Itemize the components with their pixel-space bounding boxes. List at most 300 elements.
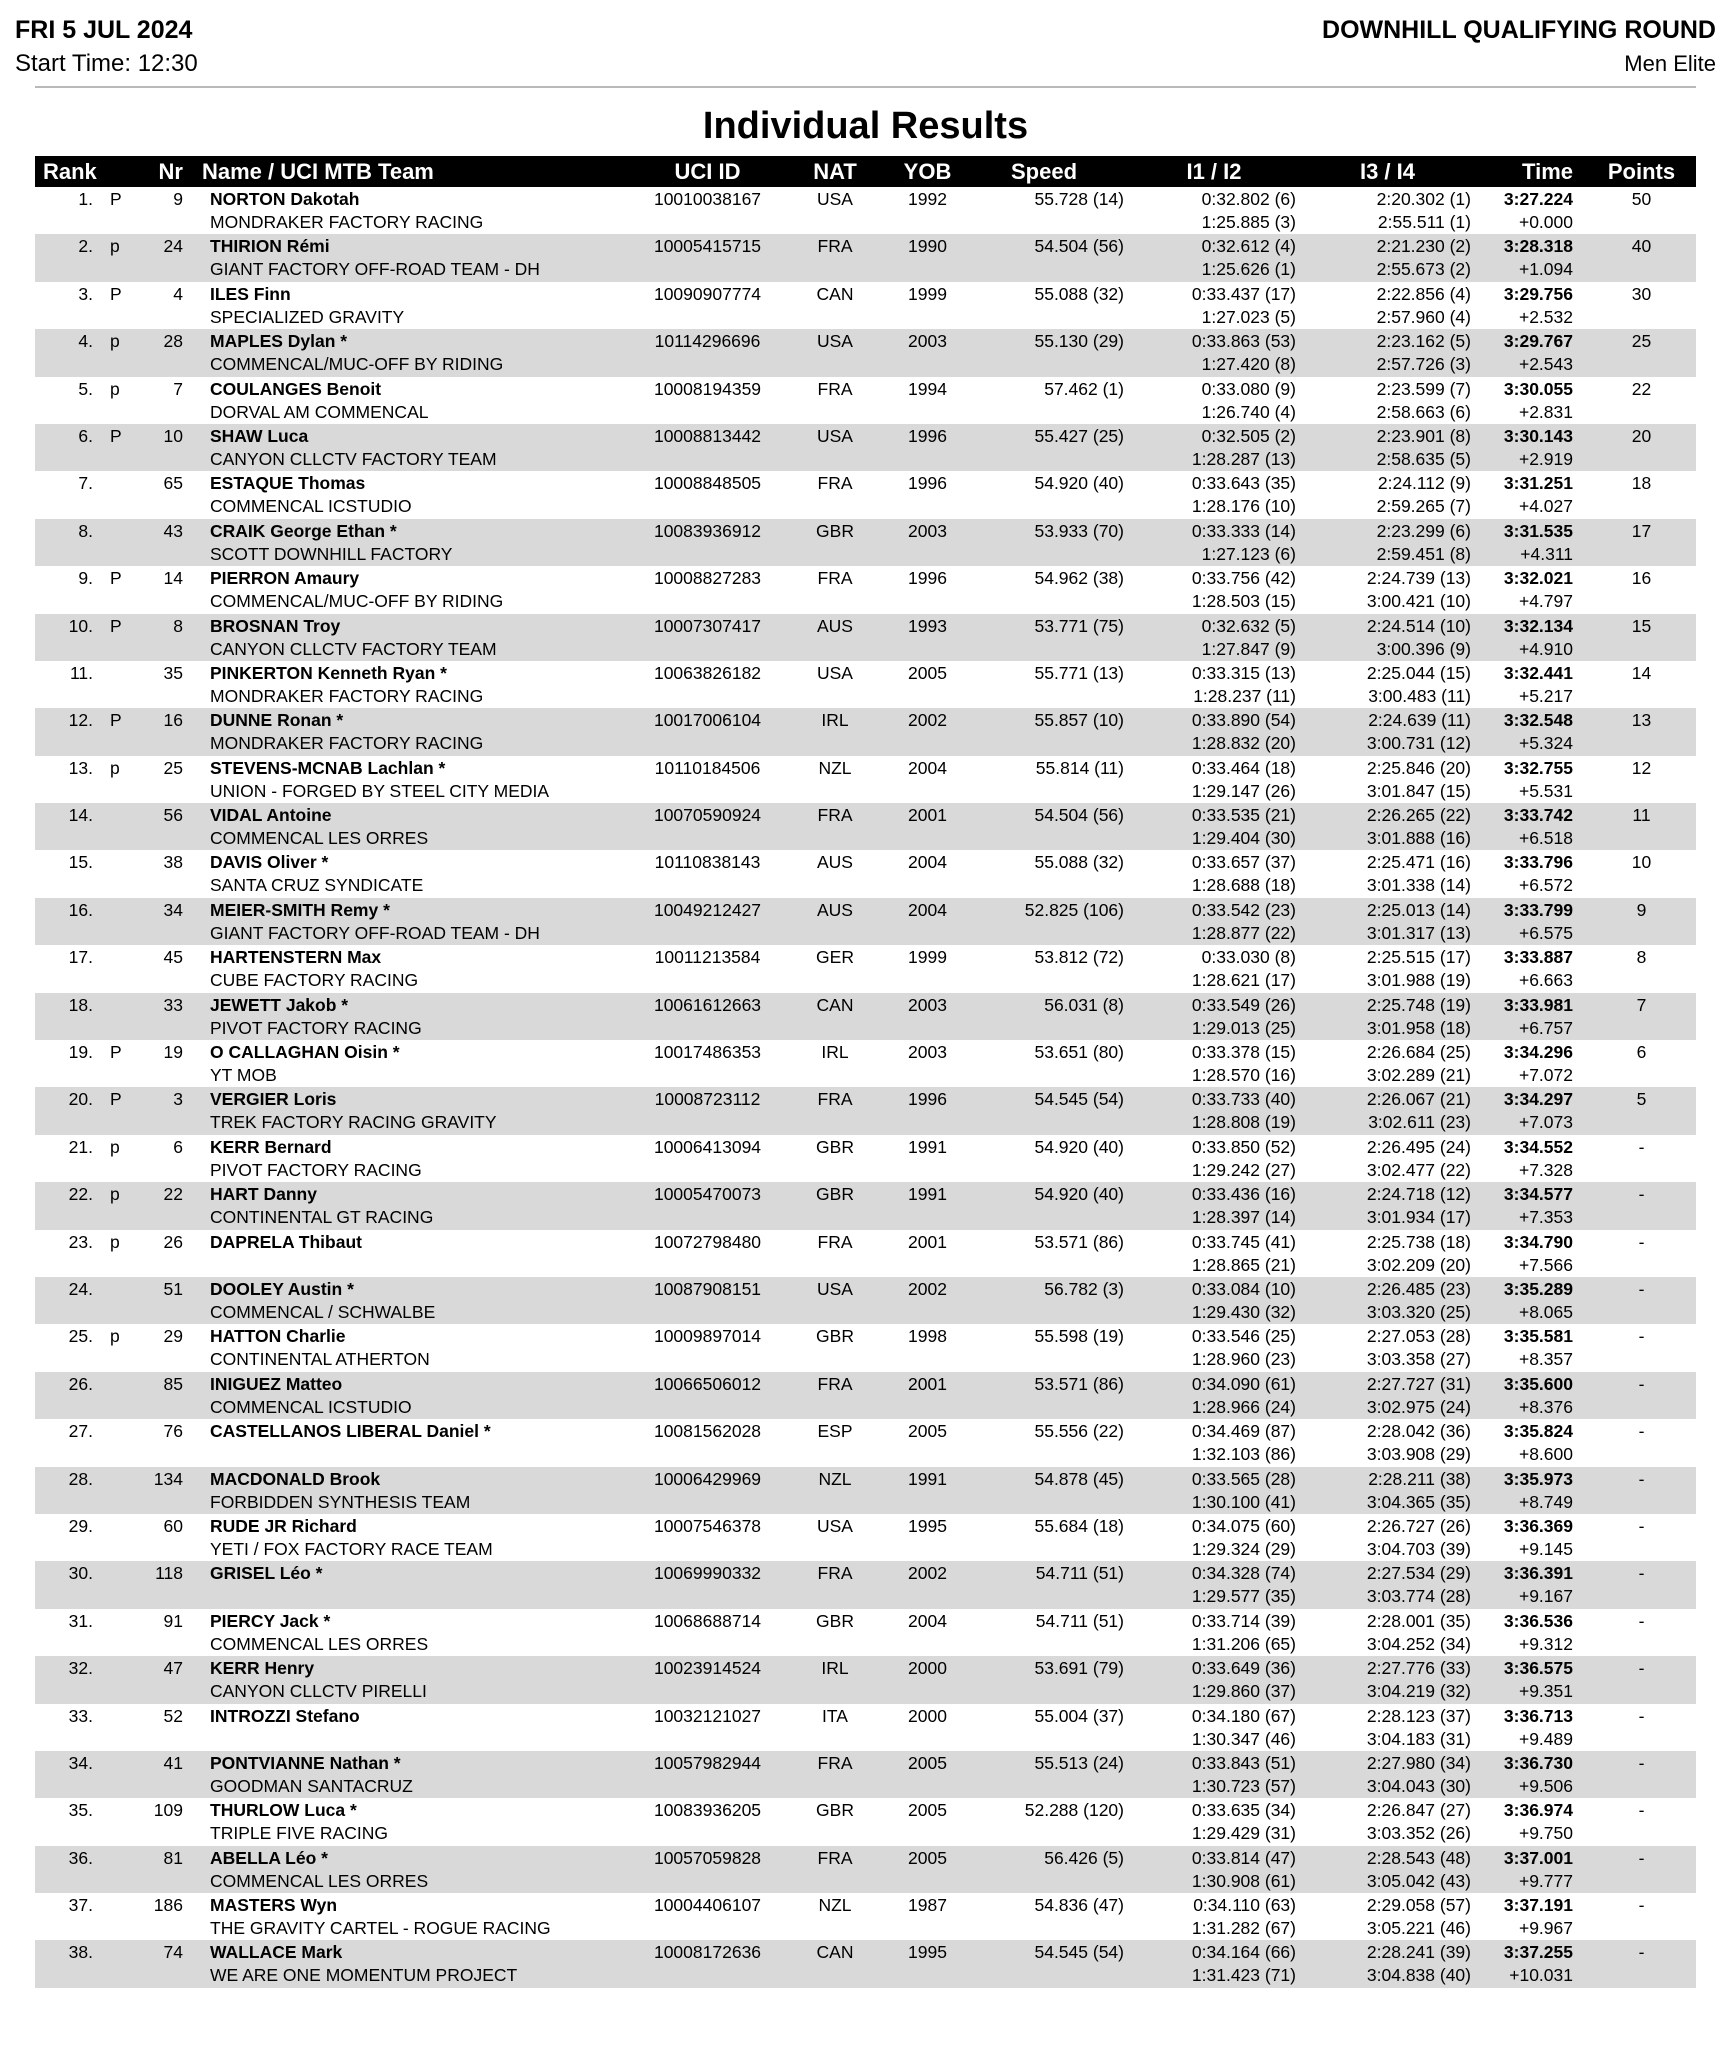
- name-team-cell: [188, 1278, 640, 1324]
- split-i3-i4-cell: [1300, 757, 1475, 803]
- split-i4: 3:00.421 (10): [1366, 591, 1471, 612]
- time-gap: +8.357: [1518, 1349, 1573, 1370]
- time-gap: +6.518: [1518, 828, 1573, 849]
- points-cell: 12: [1631, 757, 1652, 778]
- time-cell: [1475, 709, 1587, 755]
- rank-cell: 18.: [68, 994, 93, 1015]
- points-cell: 13: [1631, 710, 1652, 731]
- yob-cell: 2005: [908, 1752, 947, 1773]
- time-cell: [1475, 235, 1587, 281]
- time-gap: +9.750: [1518, 1823, 1573, 1844]
- split-i1: 0:33.649 (36): [1191, 1658, 1296, 1679]
- protected-marker-cell: [97, 1373, 142, 1419]
- name-team-cell: [188, 1325, 640, 1371]
- split-i2: 1:28.397 (14): [1191, 1207, 1296, 1228]
- rank-cell: 31.: [68, 1610, 93, 1631]
- rider-team: COMMENCAL ICSTUDIO: [210, 496, 412, 517]
- uci-id-cell: 10110838143: [654, 852, 761, 873]
- name-team-cell: [188, 188, 640, 234]
- rider-team: GIANT FACTORY OFF-ROAD TEAM - DH: [210, 922, 540, 943]
- result-row: [35, 1561, 1696, 1608]
- split-i4: 3:02.289 (21): [1366, 1065, 1471, 1086]
- time-cell: [1475, 1325, 1587, 1371]
- protected-marker-cell: p: [110, 1231, 120, 1252]
- split-i3: 2:28.042 (36): [1366, 1421, 1471, 1442]
- split-i1: 0:33.436 (16): [1191, 1184, 1296, 1205]
- rank-cell: 27.: [68, 1421, 93, 1442]
- split-i2: 1:29.429 (31): [1191, 1823, 1296, 1844]
- yob-cell: 2000: [908, 1658, 947, 1679]
- col-header-i3-i4: I3 / I4: [1359, 158, 1416, 184]
- rider-team: CONTINENTAL GT RACING: [210, 1207, 434, 1228]
- time-cell: [1475, 994, 1587, 1040]
- speed-cell: 55.684 (18): [1034, 1515, 1124, 1536]
- points-cell: -: [1638, 1895, 1645, 1916]
- time-gap: +2.919: [1518, 448, 1573, 469]
- split-i2: 1:29.013 (25): [1191, 1017, 1296, 1038]
- speed-cell: 55.130 (29): [1034, 331, 1124, 352]
- split-i4: 2:58.663 (6): [1376, 401, 1471, 422]
- speed-cell: 56.782 (3): [1044, 1278, 1124, 1299]
- split-i1-i2-cell: [1128, 757, 1300, 803]
- speed-cell: 53.933 (70): [1034, 520, 1124, 541]
- protected-marker-cell: p: [110, 757, 120, 778]
- rank-cell: 19.: [68, 1042, 93, 1063]
- name-team-cell: [188, 1088, 640, 1134]
- split-i4: 3:00.396 (9): [1376, 638, 1471, 659]
- bib-number-cell: 76: [163, 1421, 183, 1442]
- result-row: [35, 993, 1696, 1040]
- split-i3-i4-cell: [1300, 946, 1475, 992]
- split-i3-i4-cell: [1300, 283, 1475, 329]
- uci-id-cell: 10070590924: [653, 805, 762, 826]
- speed-cell: 56.031 (8): [1044, 994, 1124, 1015]
- time-cell: [1475, 1468, 1587, 1514]
- nationality-cell: USA: [817, 425, 853, 446]
- result-row: [35, 1087, 1696, 1134]
- split-i3: 2:26.265 (22): [1366, 805, 1471, 826]
- split-i2: 1:28.570 (16): [1191, 1065, 1296, 1086]
- final-time: 3:36.391: [1503, 1563, 1573, 1584]
- nationality-cell: FRA: [817, 805, 853, 826]
- time-cell: [1475, 615, 1587, 661]
- rider-team: SCOTT DOWNHILL FACTORY: [210, 543, 453, 564]
- split-i1-i2-cell: [1128, 1373, 1300, 1419]
- yob-cell: 2003: [908, 331, 947, 352]
- nationality-cell: GBR: [816, 520, 854, 541]
- split-i1: 0:33.084 (10): [1191, 1278, 1296, 1299]
- rank-cell: 24.: [68, 1278, 93, 1299]
- split-i1: 0:33.565 (28): [1191, 1468, 1296, 1489]
- split-i1: 0:34.328 (74): [1191, 1563, 1296, 1584]
- yob-cell: 1998: [908, 1326, 947, 1347]
- points-cell: -: [1638, 1752, 1645, 1773]
- result-row: [35, 1040, 1696, 1087]
- time-gap: +5.324: [1518, 733, 1573, 754]
- split-i4: 3:04.365 (35): [1366, 1491, 1471, 1512]
- uci-id-cell: 10087908151: [653, 1278, 762, 1299]
- nationality-cell: GBR: [816, 1326, 854, 1347]
- protected-marker-cell: P: [110, 1042, 122, 1063]
- split-i1: 0:33.756 (42): [1191, 568, 1296, 589]
- protected-marker-cell: [97, 994, 142, 1040]
- split-i1-i2-cell: [1128, 804, 1300, 850]
- speed-cell: 55.513 (24): [1034, 1752, 1124, 1773]
- rider-team: THE GRAVITY CARTEL - ROGUE RACING: [210, 1918, 551, 1939]
- rider-name: PIERCY Jack *: [210, 1610, 331, 1631]
- split-i3-i4-cell: [1300, 1752, 1475, 1798]
- split-i3: 2:27.980 (34): [1366, 1752, 1471, 1773]
- nationality-cell: IRL: [821, 1658, 849, 1679]
- split-i1-i2-cell: [1128, 378, 1300, 424]
- rider-name: HATTON Charlie: [210, 1326, 346, 1347]
- split-i3-i4-cell: [1300, 1325, 1475, 1371]
- uci-id-cell: 10008723112: [654, 1089, 761, 1110]
- split-i1-i2-cell: [1128, 235, 1300, 281]
- name-team-cell: [188, 662, 640, 708]
- split-i3: 2:20.302 (1): [1376, 189, 1471, 209]
- bib-number-cell: 35: [163, 662, 183, 683]
- points-cell: -: [1638, 1800, 1645, 1821]
- rider-team: FORBIDDEN SYNTHESIS TEAM: [210, 1491, 471, 1512]
- time-gap: +7.073: [1518, 1112, 1573, 1133]
- nationality-cell: USA: [817, 662, 853, 683]
- bib-number-cell: 81: [163, 1847, 183, 1868]
- results-rows: [35, 187, 1696, 1988]
- final-time: 3:27.224: [1503, 189, 1573, 209]
- col-header-speed: Speed: [1010, 158, 1078, 184]
- speed-cell: 52.288 (120): [1024, 1800, 1124, 1821]
- split-i2: 1:31.206 (65): [1191, 1633, 1296, 1654]
- split-i3: 2:28.001 (35): [1366, 1610, 1471, 1631]
- name-team-cell: [188, 1610, 640, 1656]
- rider-team: GIANT FACTORY OFF-ROAD TEAM - DH: [210, 259, 540, 280]
- split-i3: 2:27.534 (29): [1366, 1563, 1471, 1584]
- split-i3-i4-cell: [1300, 235, 1475, 281]
- rider-team: DORVAL AM COMMENCAL: [210, 401, 429, 422]
- split-i2: 1:29.404 (30): [1191, 828, 1296, 849]
- bib-number-cell: 22: [163, 1184, 183, 1205]
- split-i4: 3:01.934 (17): [1366, 1207, 1471, 1228]
- split-i3-i4-cell: [1300, 1847, 1475, 1893]
- result-row: [35, 1609, 1696, 1656]
- result-row: [35, 1182, 1696, 1229]
- split-i2: 1:28.621 (17): [1191, 970, 1296, 991]
- rider-team: COMMENCAL LES ORRES: [210, 1633, 429, 1654]
- protected-marker-cell: p: [110, 236, 120, 257]
- protected-marker-cell: [97, 851, 142, 897]
- split-i4: 3:03.358 (27): [1366, 1349, 1471, 1370]
- points-cell: -: [1638, 1847, 1645, 1868]
- time-gap: +6.757: [1518, 1017, 1573, 1038]
- speed-cell: 54.962 (38): [1034, 568, 1124, 589]
- split-i1-i2-cell: [1128, 1325, 1300, 1371]
- time-gap: +5.531: [1518, 780, 1573, 801]
- split-i3: 2:29.058 (57): [1366, 1895, 1471, 1916]
- split-i1-i2-cell: [1128, 1610, 1300, 1656]
- uci-id-cell: 10007546378: [653, 1515, 762, 1536]
- uci-id-cell: 10083936205: [653, 1800, 762, 1821]
- protected-marker-cell: [97, 1799, 142, 1845]
- time-gap: +2.831: [1518, 401, 1573, 422]
- result-row: [35, 234, 1696, 281]
- split-i3: 2:24.718 (12): [1366, 1184, 1471, 1205]
- protected-marker-cell: [97, 1468, 142, 1514]
- rank-cell: 5.: [78, 378, 93, 399]
- split-i3-i4-cell: [1300, 1799, 1475, 1845]
- result-row: [35, 803, 1696, 850]
- time-cell: [1475, 472, 1587, 518]
- split-i1-i2-cell: [1128, 1420, 1300, 1466]
- nationality-cell: AUS: [817, 615, 853, 636]
- split-i3: 2:27.727 (31): [1366, 1373, 1471, 1394]
- name-team-cell: [188, 1657, 640, 1703]
- protected-marker-cell: [97, 899, 142, 945]
- protected-marker-cell: [97, 1610, 142, 1656]
- split-i1: 0:33.843 (51): [1191, 1752, 1296, 1773]
- split-i2: 1:29.860 (37): [1191, 1681, 1296, 1702]
- speed-cell: 55.857 (10): [1034, 710, 1124, 731]
- yob-cell: 1991: [908, 1184, 947, 1205]
- split-i3: 2:26.067 (21): [1366, 1089, 1471, 1110]
- split-i4: 3:01.888 (16): [1366, 828, 1471, 849]
- final-time: 3:35.973: [1503, 1468, 1573, 1489]
- speed-cell: 55.088 (32): [1034, 283, 1124, 304]
- split-i4: 3:05.042 (43): [1366, 1870, 1471, 1891]
- nationality-cell: GBR: [816, 1800, 854, 1821]
- rider-name: COULANGES Benoit: [210, 378, 382, 399]
- split-i3: 2:25.044 (15): [1366, 662, 1471, 683]
- time-gap: +4.797: [1518, 591, 1573, 612]
- split-i2: 1:31.282 (67): [1191, 1918, 1296, 1939]
- uci-id-cell: 10061612663: [653, 994, 762, 1015]
- final-time: 3:33.742: [1503, 805, 1573, 826]
- time-cell: [1475, 1373, 1587, 1419]
- rank-cell: 29.: [68, 1515, 93, 1536]
- split-i2: 1:27.123 (6): [1201, 543, 1296, 564]
- speed-cell: 54.836 (47): [1034, 1895, 1124, 1916]
- split-i4: 3:04.703 (39): [1366, 1538, 1471, 1559]
- uci-id-cell: 10005415715: [653, 236, 762, 257]
- split-i1-i2-cell: [1128, 1894, 1300, 1940]
- nationality-cell: GBR: [816, 1610, 854, 1631]
- bib-number-cell: 33: [163, 994, 183, 1015]
- points-cell: -: [1638, 1468, 1645, 1489]
- final-time: 3:28.318: [1503, 236, 1573, 257]
- col-header-nr: Nr: [158, 158, 183, 184]
- name-team-cell: [188, 1705, 640, 1751]
- points-cell: -: [1638, 1326, 1645, 1347]
- protected-marker-cell: p: [110, 378, 120, 399]
- bib-number-cell: 9: [173, 189, 183, 209]
- split-i1: 0:33.863 (53): [1191, 331, 1296, 352]
- split-i3: 2:26.684 (25): [1366, 1042, 1471, 1063]
- result-row: [35, 945, 1696, 992]
- speed-cell: 53.691 (79): [1034, 1658, 1124, 1679]
- split-i1-i2-cell: [1128, 1515, 1300, 1561]
- time-cell: [1475, 1941, 1587, 1987]
- rider-name: RUDE JR Richard: [210, 1515, 357, 1536]
- final-time: 3:35.289: [1503, 1278, 1573, 1299]
- final-time: 3:32.755: [1503, 757, 1573, 778]
- rider-team: TREK FACTORY RACING GRAVITY: [210, 1112, 497, 1133]
- split-i2: 1:27.847 (9): [1201, 638, 1296, 659]
- col-header-rank: Rank: [43, 158, 97, 184]
- rank-cell: 10.: [68, 615, 93, 636]
- split-i3-i4-cell: [1300, 1562, 1475, 1608]
- split-i2: 1:28.877 (22): [1191, 922, 1296, 943]
- split-i1: 0:33.714 (39): [1191, 1610, 1296, 1631]
- rank-cell: 23.: [68, 1231, 93, 1252]
- uci-id-cell: 10008172636: [653, 1942, 762, 1963]
- yob-cell: 2001: [908, 805, 947, 826]
- uci-id-cell: 10005470073: [653, 1184, 762, 1205]
- result-row: [35, 1846, 1696, 1893]
- points-cell: 40: [1631, 236, 1652, 257]
- bib-number-cell: 3: [173, 1089, 183, 1110]
- name-team-cell: [188, 567, 640, 613]
- nationality-cell: FRA: [817, 1752, 853, 1773]
- protected-marker-cell: [97, 472, 142, 518]
- points-cell: 17: [1631, 520, 1652, 541]
- nationality-cell: USA: [817, 189, 853, 209]
- rider-name: O CALLAGHAN Oisin *: [210, 1042, 400, 1063]
- time-cell: [1475, 946, 1587, 992]
- split-i2: 1:30.100 (41): [1191, 1491, 1296, 1512]
- protected-marker-cell: [97, 1894, 142, 1940]
- protected-marker-cell: [97, 1657, 142, 1703]
- split-i1-i2-cell: [1128, 994, 1300, 1040]
- protected-marker-cell: p: [110, 1326, 120, 1347]
- rider-team: CANYON CLLCTV FACTORY TEAM: [210, 638, 497, 659]
- rank-cell: 36.: [68, 1847, 93, 1868]
- uci-id-cell: 10017486353: [653, 1042, 762, 1063]
- rank-cell: 14.: [68, 805, 93, 826]
- time-cell: [1475, 1136, 1587, 1182]
- split-i3: 2:25.013 (14): [1366, 899, 1471, 920]
- split-i1-i2-cell: [1128, 1278, 1300, 1324]
- time-gap: +6.575: [1518, 922, 1573, 943]
- yob-cell: 1996: [908, 1089, 947, 1110]
- split-i1: 0:33.745 (41): [1191, 1231, 1296, 1252]
- split-i3-i4-cell: [1300, 1231, 1475, 1277]
- time-cell: [1475, 757, 1587, 803]
- protected-marker-cell: p: [110, 1136, 120, 1157]
- name-team-cell: [188, 946, 640, 992]
- time-cell: [1475, 188, 1587, 234]
- speed-cell: 54.711 (51): [1035, 1563, 1124, 1584]
- split-i4: 3:04.183 (31): [1366, 1728, 1471, 1749]
- points-cell: 6: [1636, 1042, 1647, 1063]
- yob-cell: 2005: [908, 1421, 947, 1442]
- protected-marker-cell: [97, 1278, 142, 1324]
- split-i3: 2:25.471 (16): [1366, 852, 1471, 873]
- rider-team: COMMENCAL/MUC-OFF BY RIDING: [210, 354, 504, 375]
- final-time: 3:33.799: [1503, 899, 1573, 920]
- split-i3: 2:26.495 (24): [1366, 1136, 1471, 1157]
- rider-name: GRISEL Léo *: [210, 1563, 323, 1584]
- uci-id-cell: 10110184506: [654, 757, 761, 778]
- split-i1-i2-cell: [1128, 709, 1300, 755]
- uci-id-cell: 10008194359: [653, 378, 762, 399]
- rank-cell: 20.: [68, 1089, 93, 1110]
- rider-name: MAPLES Dylan *: [210, 331, 348, 352]
- speed-cell: 55.728 (14): [1034, 189, 1124, 209]
- split-i1: 0:33.535 (21): [1191, 805, 1296, 826]
- rider-name: BROSNAN Troy: [210, 615, 341, 636]
- final-time: 3:30.143: [1503, 425, 1573, 446]
- name-team-cell: [188, 1562, 640, 1608]
- time-cell: [1475, 1231, 1587, 1277]
- split-i4: 3:05.221 (46): [1366, 1918, 1471, 1939]
- time-gap: +4.027: [1518, 496, 1573, 517]
- time-gap: +10.031: [1509, 1965, 1573, 1986]
- time-cell: [1475, 662, 1587, 708]
- result-row: [35, 756, 1696, 803]
- speed-cell: 54.920 (40): [1034, 473, 1124, 494]
- final-time: 3:36.369: [1503, 1515, 1573, 1536]
- bib-number-cell: 34: [163, 899, 183, 920]
- split-i3: 2:21.230 (2): [1376, 236, 1471, 257]
- final-time: 3:32.441: [1503, 662, 1573, 683]
- split-i3-i4-cell: [1300, 1610, 1475, 1656]
- split-i4: 3:03.352 (26): [1366, 1823, 1471, 1844]
- time-cell: [1475, 1088, 1587, 1134]
- split-i1-i2-cell: [1128, 899, 1300, 945]
- yob-cell: 2005: [908, 662, 947, 683]
- nationality-cell: GBR: [816, 1184, 854, 1205]
- nationality-cell: FRA: [817, 1847, 853, 1868]
- protected-marker-cell: P: [110, 710, 122, 731]
- rider-name: PINKERTON Kenneth Ryan *: [210, 662, 447, 683]
- rider-name: ILES Finn: [210, 283, 291, 304]
- split-i1-i2-cell: [1128, 472, 1300, 518]
- points-cell: -: [1638, 1705, 1645, 1726]
- points-cell: 15: [1631, 615, 1652, 636]
- rider-team: COMMENCAL LES ORRES: [210, 1870, 429, 1891]
- split-i3: 2:28.123 (37): [1366, 1705, 1471, 1726]
- time-cell: [1475, 1562, 1587, 1608]
- split-i3-i4-cell: [1300, 1278, 1475, 1324]
- split-i3-i4-cell: [1300, 804, 1475, 850]
- points-cell: 11: [1632, 805, 1651, 826]
- split-i3: 2:28.241 (39): [1366, 1942, 1471, 1963]
- split-i1: 0:32.632 (5): [1201, 615, 1296, 636]
- split-i3: 2:26.847 (27): [1366, 1800, 1471, 1821]
- split-i1: 0:32.612 (4): [1201, 236, 1296, 257]
- nationality-cell: IRL: [821, 1042, 849, 1063]
- speed-cell: 54.545 (54): [1034, 1942, 1124, 1963]
- time-cell: [1475, 1183, 1587, 1229]
- split-i3: 2:22.856 (4): [1376, 283, 1471, 304]
- time-gap: +0.000: [1518, 212, 1573, 232]
- name-team-cell: [188, 330, 640, 376]
- speed-cell: 55.004 (37): [1034, 1705, 1124, 1726]
- uci-id-cell: 10057059828: [653, 1847, 762, 1868]
- rank-cell: 22.: [68, 1184, 93, 1205]
- rider-team: COMMENCAL / SCHWALBE: [210, 1301, 436, 1322]
- result-row: [35, 614, 1696, 661]
- rider-team: COMMENCAL LES ORRES: [210, 828, 429, 849]
- split-i3-i4-cell: [1300, 188, 1475, 234]
- split-i1-i2-cell: [1128, 1468, 1300, 1514]
- split-i2: 1:25.885 (3): [1201, 212, 1296, 232]
- rank-cell: 35.: [68, 1800, 93, 1821]
- nationality-cell: FRA: [817, 568, 853, 589]
- final-time: 3:33.796: [1503, 852, 1573, 873]
- split-i1: 0:34.110 (63): [1193, 1895, 1296, 1916]
- split-i3: 2:23.299 (6): [1376, 520, 1471, 541]
